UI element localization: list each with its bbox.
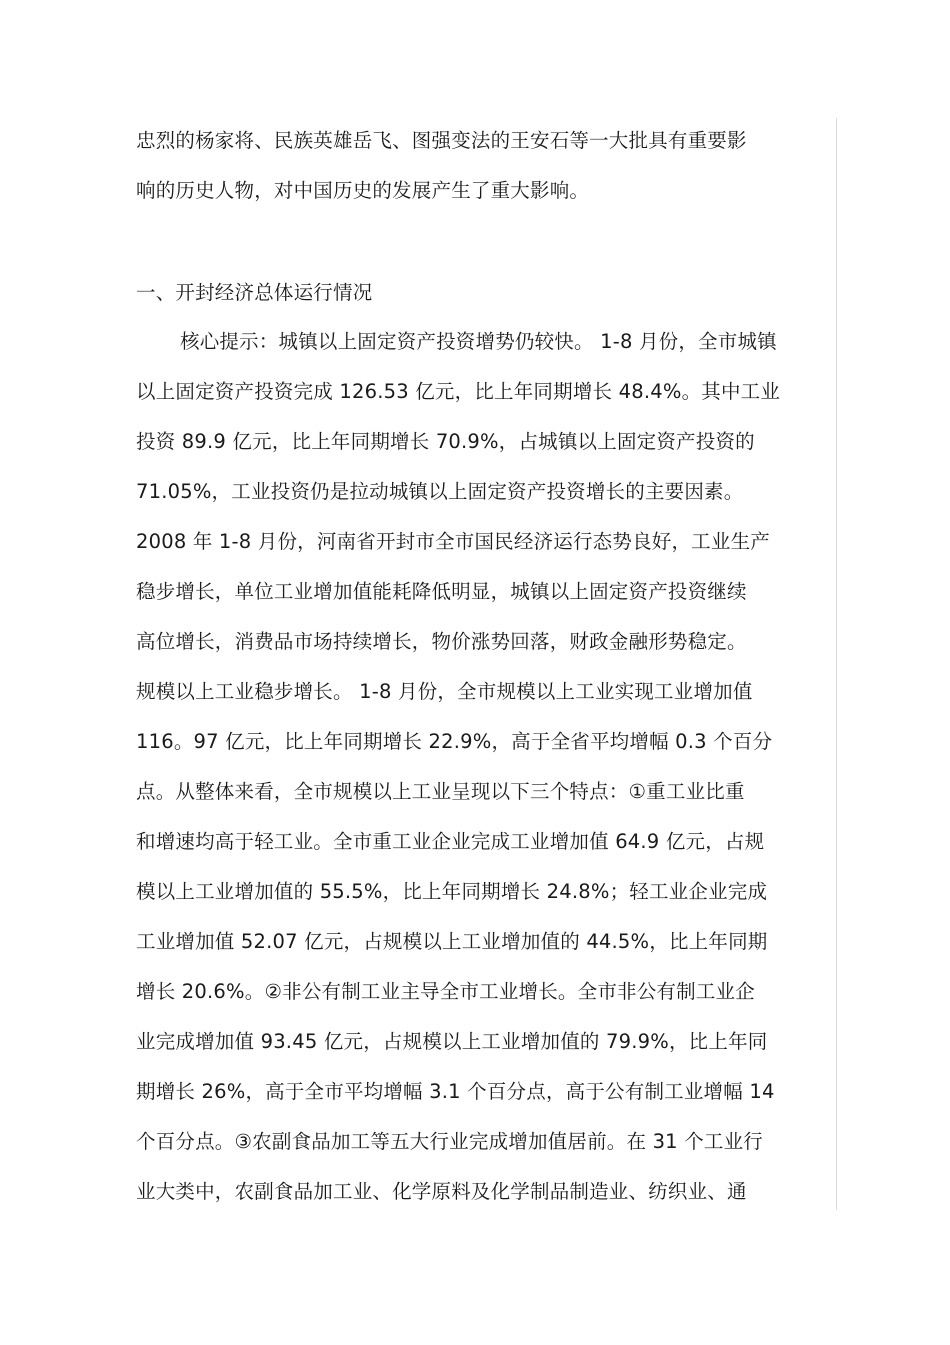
text-line: 稳步增长，单位工业增加值能耗降低明显，城镇以上固定资产投资继续	[136, 580, 747, 603]
text-line: 和增速均高于轻工业。全市重工业企业完成工业增加值 64.9 亿元，占规	[136, 830, 765, 853]
text-line: 工业增加值 52.07 亿元，占规模以上工业增加值的 44.5%，比上年同期	[136, 930, 768, 953]
text-line: 点。从整体来看，全市规模以上工业呈现以下三个特点：①重工业比重	[136, 780, 745, 803]
text-line: 高位增长，消费品市场持续增长，物价涨势回落，财政金融形势稳定。	[136, 630, 747, 653]
text-line: 增长 20.6%。②非公有制工业主导全市工业增长。全市非公有制工业企	[136, 980, 755, 1003]
text-line: 业大类中，农副食品加工业、化学原料及化学制品制造业、纺织业、通	[136, 1180, 747, 1203]
text-line: 以上固定资产投资完成 126.53 亿元，比上年同期增长 48.4%。其中工业	[136, 380, 781, 403]
text-line: 规模以上工业稳步增长。 1-8 月份，全市规模以上工业实现工业增加值	[136, 680, 753, 703]
text-line: 响的历史人物，对中国历史的发展产生了重大影响。	[136, 179, 590, 202]
text-line: 2008 年 1-8 月份，河南省开封市全市国民经济运行态势良好，工业生产	[136, 530, 770, 553]
text-line: 投资 89.9 亿元，比上年同期增长 70.9%，占城镇以上固定资产投资的	[136, 430, 755, 453]
text-line: 个百分点。③农副食品加工等五大行业完成增加值居前。在 31 个工业行	[136, 1130, 763, 1153]
text-line: 116。97 亿元，比上年同期增长 22.9%，高于全省平均增幅 0.3 个百分	[136, 730, 773, 753]
text-line: 核心提示：城镇以上固定资产投资增势仍较快。 1-8 月份，全市城镇	[180, 330, 777, 353]
text-line: 期增长 26%，高于全市平均增幅 3.1 个百分点，高于公有制工业增幅 14	[136, 1080, 775, 1103]
text-line: 业完成增加值 93.45 亿元，占规模以上工业增加值的 79.9%，比上年同	[136, 1030, 768, 1053]
text-line: 模以上工业增加值的 55.5%，比上年同期增长 24.8%；轻工业企业完成	[136, 880, 768, 903]
page-right-border	[836, 118, 837, 1210]
text-line: 71.05%，工业投资仍是拉动城镇以上固定资产投资增长的主要因素。	[136, 480, 744, 503]
text-line: 忠烈的杨家将、民族英雄岳飞、图强变法的王安石等一大批具有重要影	[136, 129, 747, 152]
section-heading: 一、开封经济总体运行情况	[136, 281, 373, 304]
